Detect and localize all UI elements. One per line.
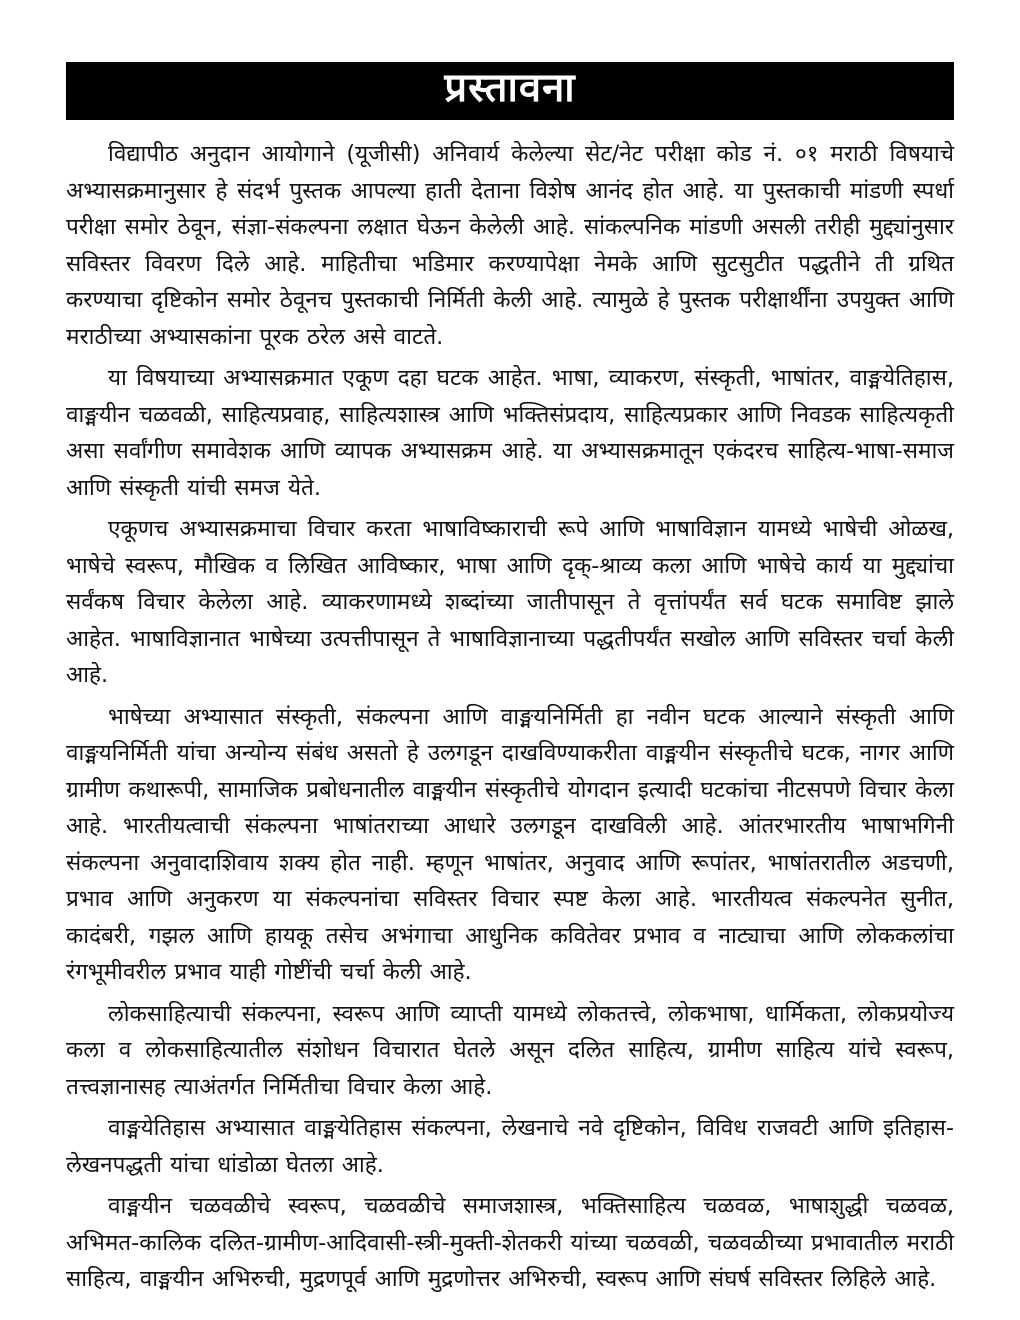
- paragraph-language-grammar: एकूणच अभ्यासक्रमाचा विचार करता भाषाविष्काराची रूपे आणि भाषाविज्ञान यामध्ये भाषेची ओळख, भाषेचे स्वरूप, मौखिक व लिखित आविष्कार, भाषा आणि दृक्-श्राव्य कला आणि भाषेचे कार्य या मुद्द्यांचा सर्वंकष विचार केलेला आहे. व्याकरणामध्ये शब्दांच्या जातीपासून ते वृत्तांपर्यंत सर्व घटक समाविष्ट झाले आहेत. भाषाविज्ञानात भाषेच्या उत्पत्तीपासून ते भाषाविज्ञानाच्या पद्धतीपर्यंत सखोल आणि सविस्तर चर्चा केली आहे.: [66, 516, 954, 688]
- paragraph-culture-translation: भाषेच्या अभ्यासात संस्कृती, संकल्पना आणि वाङ्मयनिर्मिती हा नवीन घटक आल्याने संस्कृती आणि वाङ्मयनिर्मिती यांचा अन्योन्य संबंध असतो हे उलगडून दाखविण्याकरीता वाङ्मयीन संस्कृतीचे घटक, नागर आणि ग्रामीण कथारूपी, सामाजिक प्रबोधनातील वाङ्मयीन संस्कृतीचे योगदान इत्यादी घटकांचा नीटसपणे विचार केला आहे. भारतीयत्वाची संकल्पना भाषांतराच्या आधारे उलगडून दाखविली आहे. आंतरभारतीय भाषाभगिनी संकल्पना अनुवादाशिवाय शक्य होत नाही. म्हणून भाषांतर, अनुवाद आणि रूपांतर, भाषांतरातील अडचणी, प्रभाव आणि अनुकरण या संकल्पनांचा सविस्तर विचार स्पष्ट केला आहे. भारतीयत्व संकल्पनेत सुनीत, कादंबरी, गझल आणि हायकू तसेच अभंगाचा आधुनिक कवितेवर प्रभाव व नाट्याचा आणि लोककलांचा रंगभूमीवरील प्रभाव याही गोष्टींची चर्चा केली आहे.: [66, 703, 954, 985]
- document-body: [66, 136, 954, 1298]
- paragraph-syllabus-units: या विषयाच्या अभ्यासक्रमात एकूण दहा घटक आहेत. भाषा, व्याकरण, संस्कृती, भाषांतर, वाङ्मयेतिहास, वाङ्मयीन चळवळी, साहित्यप्रवाह, साहित्यशास्त्र आणि भक्तिसंप्रदाय, साहित्यप्रकार आणि निवडक साहित्यकृती असा सर्वांगीण समावेशक आणि व्यापक अभ्यासक्रम आहे. या अभ्यासक्रमातून एकंदरच साहित्य-भाषा-समाज आणि संस्कृती यांची समज येते.: [66, 365, 954, 501]
- paragraph-literary-movements: वाङ्मयीन चळवळीचे स्वरूप, चळवळीचे समाजशास्त्र, भक्तिसाहित्य चळवळ, भाषाशुद्धी चळवळ, अभिमत-कालिक दलित-ग्रामीण-आदिवासी-स्त्री-मुक्ती-शेतकरी यांच्या चळवळी, चळवळीच्या प्रभावातील मराठी साहित्य, वाङ्मयीन अभिरुची, मुद्रणपूर्व आणि मुद्रणोत्तर अभिरुची, स्वरूप आणि संघर्ष सविस्तर लिहिले आहे.: [66, 1193, 954, 1292]
- page-title: प्रस्तावना: [444, 65, 576, 111]
- paragraph-literary-history: वाङ्मयेतिहास अभ्यासात वाङ्मयेतिहास संकल्पना, लेखनाचे नवे दृष्टिकोन, विविध राजवटी आणि इतिहास-लेखनपद्धती यांचा धांडोळा घेतला आहे.: [66, 1115, 954, 1178]
- title-banner: [66, 62, 954, 120]
- paragraph-folk-literature: लोकसाहित्याची संकल्पना, स्वरूप आणि व्याप्ती यामध्ये लोकतत्त्वे, लोकभाषा, धार्मिकता, लोकप्रयोज्य कला व लोकसाहित्यातील संशोधन विचारात घेतले असून दलित साहित्य, ग्रामीण साहित्य यांचे स्वरूप, तत्त्वज्ञानासह त्याअंतर्गत निर्मितीचा विचार केला आहे.: [66, 1000, 954, 1100]
- paragraph-intro: विद्यापीठ अनुदान आयोगाने (यूजीसी) अनिवार्य केलेल्या सेट/नेट परीक्षा कोड नं. ०१ मराठी विषयाचे अभ्यासक्रमानुसार हे संदर्भ पुस्तक आपल्या हाती देताना विशेष आनंद होत आहे. या पुस्तकाची मांडणी स्पर्धा परीक्षा समोर ठेवून, संज्ञा-संकल्पना लक्षात घेऊन केलेली आहे. सांकल्पनिक मांडणी असली तरीही मुद्द्यांनुसार सविस्तर विवरण दिले आहे. माहितीचा भडिमार करण्यापेक्षा नेमके आणि सुटसुटीत पद्धतीने ती ग्रथित करण्याचा दृष्टिकोन समोर ठेवूनच पुस्तकाची निर्मिती केली आहे. त्यामुळे हे पुस्तक परीक्षार्थींना उपयुक्त आणि मराठीच्या अभ्यासकांना पूरक ठरेल असे वाटते.: [66, 141, 954, 350]
